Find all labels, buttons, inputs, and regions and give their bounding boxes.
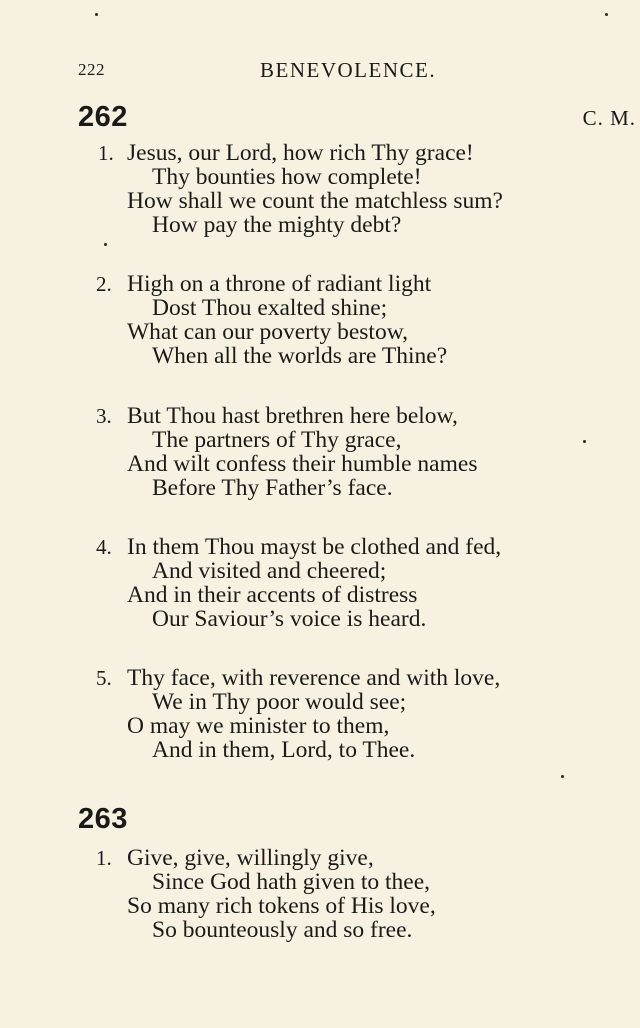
- verse-line: Dost Thou exalted shine;: [152, 295, 388, 321]
- verse-line: The partners of Thy grace,: [152, 427, 402, 453]
- verse-line: How shall we count the matchless sum?: [127, 188, 503, 214]
- verse-line: So many rich tokens of His love,: [127, 893, 436, 919]
- verse-line: Jesus, our Lord, how rich Thy grace!: [127, 140, 474, 166]
- verse-number: 5.: [96, 666, 112, 690]
- verse-line: O may we minister to them,: [127, 713, 390, 739]
- verse-line: And in them, Lord, to Thee.: [152, 737, 416, 763]
- verse-line: Thy bounties how complete!: [152, 164, 422, 190]
- verse-line: But Thou hast brethren here below,: [127, 403, 458, 429]
- print-speck: [583, 440, 586, 443]
- verse-line: High on a throne of radiant light: [127, 271, 432, 297]
- print-speck: [95, 13, 98, 16]
- verse-line: We in Thy poor would see;: [152, 689, 407, 715]
- verse-number: 4.: [96, 535, 112, 559]
- verse-line: Give, give, willingly give,: [127, 845, 374, 871]
- hymn-number: 263: [78, 803, 128, 835]
- page-number: 222: [78, 60, 105, 79]
- verse-line: What can our poverty bestow,: [127, 319, 409, 345]
- verse-line: And visited and cheered;: [152, 558, 387, 584]
- verse-number: 3.: [96, 404, 112, 428]
- verse-line: Thy face, with reverence and with love,: [127, 665, 501, 691]
- verse-line: Before Thy Father’s face.: [152, 475, 393, 501]
- verse-line: And wilt confess their humble names: [127, 451, 478, 477]
- verse-line: Since God hath given to thee,: [152, 869, 431, 895]
- verse-line: Our Saviour’s voice is heard.: [152, 606, 427, 632]
- verse-line: When all the worlds are Thine?: [152, 343, 448, 369]
- verse-number: 1.: [96, 846, 112, 870]
- print-speck: [605, 13, 608, 16]
- print-speck: [104, 243, 107, 246]
- verse-line: So bounteously and so free.: [152, 917, 413, 943]
- verse-number: 2.: [96, 272, 112, 296]
- running-head: [78, 58, 618, 86]
- section-title: BENEVOLENCE.: [260, 58, 437, 82]
- hymn-number: 262: [78, 101, 128, 133]
- verse-line: In them Thou mayst be clothed and fed,: [127, 534, 502, 560]
- hymn-meter: C. M.: [582, 106, 636, 130]
- verse-number: 1.: [98, 141, 114, 165]
- verse-line: And in their accents of distress: [127, 582, 418, 608]
- print-speck: [561, 775, 564, 778]
- verse-line: How pay the mighty debt?: [152, 212, 402, 238]
